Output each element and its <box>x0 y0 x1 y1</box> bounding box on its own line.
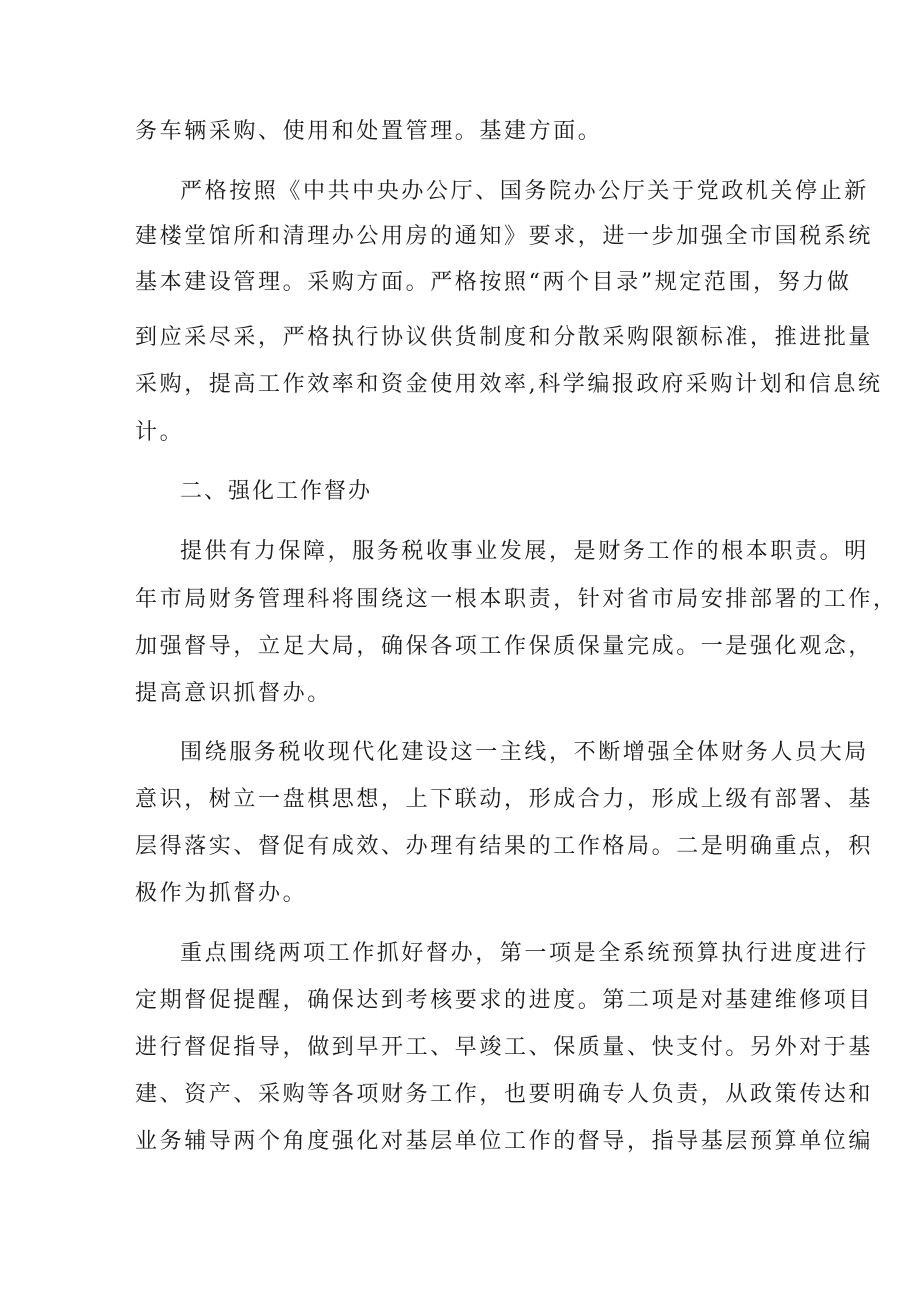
text-line: 极作为抓督办。 <box>135 881 308 906</box>
text-line: 严格按照《中共中央办公厅、国务院办公厅关于党政机关停止新 <box>180 179 869 204</box>
text-line: 建、资产、采购等各项财务工作，也要明确专人负责，从政策传达和 <box>135 1082 874 1107</box>
text-line: 层得落实、督促有成效、办理有结果的工作格局。二是明确重点，积 <box>135 834 874 859</box>
text-line: 务车辆采购、使用和处置管理。基建方面。 <box>135 119 603 144</box>
text-line: 建楼堂馆所和清理办公用房的通知》要求，进一步加强全市国税系统 <box>135 224 874 249</box>
text-line: 提高意识抓督办。 <box>135 681 332 706</box>
text-line: 意识，树立一盘棋思想，上下联动，形成合力，形成上级有部署、基 <box>135 787 874 812</box>
text-line: 围绕服务税收现代化建设这一主线，不断增强全体财务人员大局 <box>180 740 869 765</box>
text-line: 业务辅导两个角度强化对基层单位工作的督导，指导基层预算单位编 <box>135 1129 874 1154</box>
text-line: 年市局财务管理科将围绕这一根本职责，针对省市局安排部署的工作， <box>135 587 898 612</box>
text-line: 重点围绕两项工作抓好督办，第一项是全系统预算执行进度进行 <box>180 941 869 966</box>
text-line: 到应采尽采，严格执行协议供货制度和分散采购限额标准，推进批量 <box>135 325 874 350</box>
text-line: 采购，提高工作效率和资金使用效率,科学编报政府采购计划和信息统 <box>135 372 883 397</box>
text-line: 提供有力保障，服务税收事业发展，是财务工作的根本职责。明 <box>180 539 869 564</box>
text-line: 加强督导，立足大局，确保各项工作保质保量完成。一是强化观念， <box>135 634 874 659</box>
section-heading: 二、强化工作督办 <box>180 479 373 504</box>
text-line: 定期督促提醒，确保达到考核要求的进度。第二项是对基建维修项目 <box>135 988 874 1013</box>
text-line: 基本建设管理。采购方面。严格按照“两个目录”规定范围，努力做 <box>135 270 852 295</box>
text-line: 进行督促指导，做到早开工、早竣工、保质量、快支付。另外对于基 <box>135 1035 874 1060</box>
text-line: 计。 <box>135 420 185 445</box>
